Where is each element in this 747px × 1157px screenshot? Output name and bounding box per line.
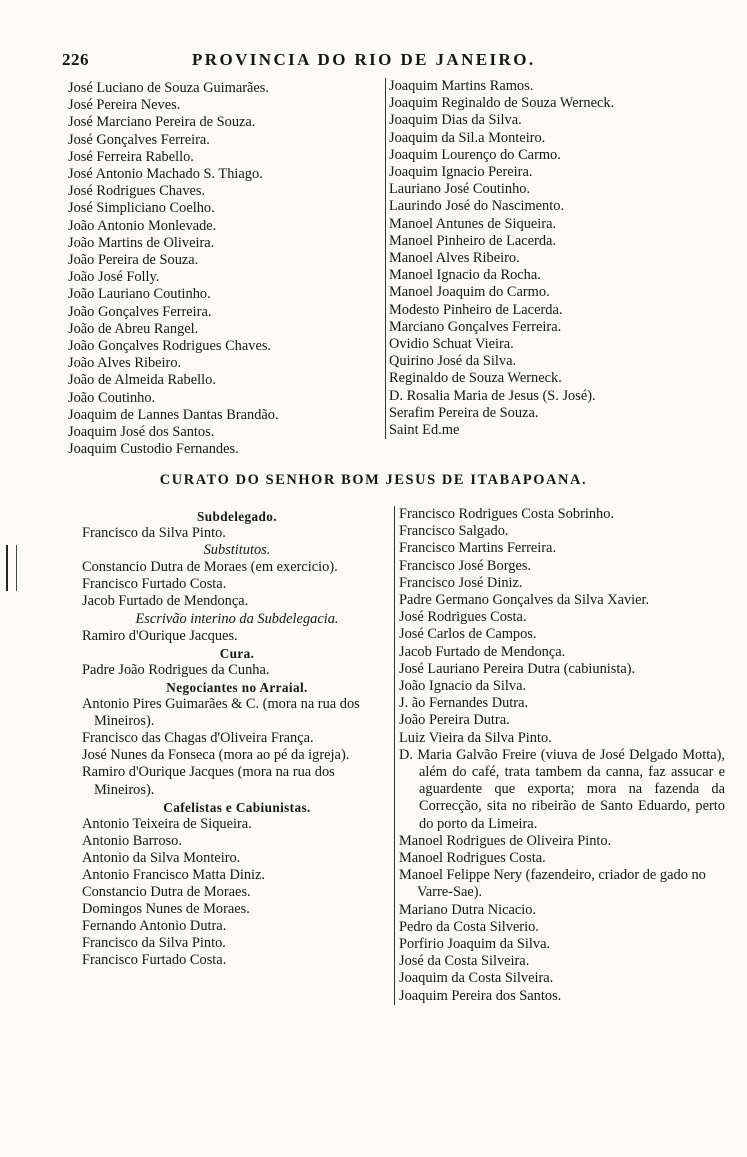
list-item: João Gonçalves Rodrigues Chaves. bbox=[68, 338, 272, 355]
section2-right-column bbox=[394, 506, 725, 1005]
list-item: Jacob Furtado de Mendonça. bbox=[82, 593, 249, 610]
list-item: Joaquim Lourenço do Carmo. bbox=[389, 146, 561, 163]
list-item: Francisco Furtado Costa. bbox=[82, 576, 227, 593]
list-item: João Coutinho. bbox=[68, 389, 156, 406]
list-item: Joaquim da Sil.a Monteiro. bbox=[389, 129, 546, 146]
list-item: Manoel Alves Ribeiro. bbox=[389, 250, 520, 267]
substitutos-heading: Substitutos. bbox=[203, 542, 271, 559]
list-item: Joaquim Reginaldo de Souza Werneck. bbox=[389, 95, 615, 112]
list-item: Porfirio Joaquim da Silva. bbox=[399, 936, 551, 953]
list-item: Manoel Antunes de Siqueira. bbox=[389, 215, 557, 232]
list-item: Francisco Furtado Costa. bbox=[82, 952, 227, 969]
list-item: Luiz Vieira da Silva Pinto. bbox=[399, 729, 552, 746]
list-item: Fernando Antonio Dutra. bbox=[82, 918, 227, 935]
subdelegado-heading: Subdelegado. bbox=[197, 509, 277, 524]
list-item: Mariano Dutra Nicacio. bbox=[399, 901, 537, 918]
list-item: Francisco Salgado. bbox=[399, 523, 509, 540]
list-item: Joaquim Custodio Fernandes. bbox=[68, 441, 239, 458]
list-item: Serafim Pereira de Souza. bbox=[389, 404, 539, 421]
list-item: Laurindo José do Nascimento. bbox=[389, 198, 565, 215]
list-item: João Antonio Monlevade. bbox=[68, 217, 217, 234]
list-item: Pedro da Costa Silverio. bbox=[399, 918, 539, 935]
list-item: Francisco José Borges. bbox=[399, 557, 532, 574]
list-item: Antonio Barroso. bbox=[82, 832, 182, 849]
list-item: João de Abreu Rangel. bbox=[68, 320, 199, 337]
list-item: José Rodrigues Chaves. bbox=[68, 183, 206, 200]
list-item: José Simpliciano Coelho. bbox=[68, 200, 215, 217]
page-number: 226 bbox=[62, 50, 89, 69]
list-item: Antonio Teixeira de Siqueira. bbox=[82, 815, 252, 832]
list-item: João José Folly. bbox=[68, 269, 160, 286]
list-item: João Martins de Oliveira. bbox=[68, 234, 215, 251]
list-item: Manoel Rodrigues de Oliveira Pinto. bbox=[399, 832, 612, 849]
list-item: José Antonio Machado S. Thiago. bbox=[68, 166, 263, 183]
list-item: Joaquim Dias da Silva. bbox=[389, 112, 522, 129]
list-item: Antonio Francisco Matta Diniz. bbox=[82, 866, 266, 883]
list-item: José Nunes da Fonseca (mora ao pé da igreja). bbox=[82, 747, 350, 764]
list-item: D. Maria Galvão Freire (viuva de José Delgado Motta), além do café, trata tambem da canna, faz assucar e aguardente que exporta; mora na fazenda da Correcção, sita no ribeirão de Santo Eduardo, perto do porto da Limeira. bbox=[399, 746, 725, 832]
list-item: Joaquim Martins Ramos. bbox=[389, 78, 534, 94]
list-item: Francisco Martins Ferreira. bbox=[399, 540, 557, 557]
list-item: Jacob Furtado de Mendonça. bbox=[399, 643, 566, 660]
section-title: CURATO DO SENHOR BOM JESUS DE ITABAPOANA. bbox=[159, 472, 588, 488]
list-item: João Alves Ribeiro. bbox=[68, 355, 182, 372]
list-item: Marciano Gonçalves Ferreira. bbox=[389, 318, 562, 335]
list-item: Antonio Pires Guimarães & C. (mora na rua dos Mineiros). bbox=[82, 696, 360, 730]
list-item: José Carlos de Campos. bbox=[399, 626, 537, 643]
negociantes-heading: Negociantes no Arraial. bbox=[166, 679, 308, 695]
page-header bbox=[62, 50, 727, 76]
section2-left-column bbox=[82, 508, 392, 970]
list-item: João Lauriano Coutinho. bbox=[68, 286, 211, 303]
list-item: Manoel Pinheiro de Lacerda. bbox=[389, 232, 557, 249]
list-item: Padre Germano Gonçalves da Silva Xavier. bbox=[399, 592, 650, 609]
list-item: Padre João Rodrigues da Cunha. bbox=[82, 661, 270, 678]
section1-left-column bbox=[68, 80, 388, 458]
list-item: Domingos Nunes de Moraes. bbox=[82, 901, 250, 918]
list-item: José Gonçalves Ferreira. bbox=[68, 131, 210, 148]
list-item: Lauriano José Coutinho. bbox=[389, 181, 531, 198]
list-item: Manoel Felippe Nery (fazendeiro, criador de gado no Varre-Sae). bbox=[399, 867, 706, 901]
margin-binding-mark bbox=[6, 545, 17, 591]
cafelistas-heading: Cafelistas e Cabiunistas. bbox=[163, 799, 311, 815]
list-item: Modesto Pinheiro de Lacerda. bbox=[389, 301, 563, 318]
list-item: D. Rosalia Maria de Jesus (S. José). bbox=[389, 387, 596, 404]
list-item: Francisco das Chagas d'Oliveira França. bbox=[82, 730, 314, 747]
list-item: Manoel Rodrigues Costa. bbox=[399, 850, 546, 867]
running-title: PROVINCIA DO RIO DE JANEIRO. bbox=[192, 50, 536, 69]
list-item: Francisco José Diniz. bbox=[399, 574, 523, 591]
list-item: Francisco da Silva Pinto. bbox=[82, 935, 226, 952]
list-item: José Pereira Neves. bbox=[68, 97, 181, 114]
list-item: J. ão Fernandes Dutra. bbox=[399, 695, 529, 712]
list-item: João Pereira Dutra. bbox=[399, 712, 510, 729]
list-item: João Ignacio da Silva. bbox=[399, 678, 527, 695]
list-item: Constancio Dutra de Moraes (em exercicio). bbox=[82, 559, 338, 576]
list-item: José Rodrigues Costa. bbox=[399, 609, 527, 626]
list-item: Ramiro d'Ourique Jacques. bbox=[82, 627, 238, 644]
list-item: Joaquim de Lannes Dantas Brandão. bbox=[68, 406, 279, 423]
list-item: Reginaldo de Souza Werneck. bbox=[389, 370, 562, 387]
list-item: Ovidio Schuat Vieira. bbox=[389, 336, 514, 353]
list-item: Francisco da Silva Pinto. bbox=[82, 525, 226, 542]
section1-right-column bbox=[385, 78, 719, 439]
list-item: Joaquim da Costa Silveira. bbox=[399, 970, 554, 987]
list-item: José da Costa Silveira. bbox=[399, 953, 530, 970]
list-item: José Ferreira Rabello. bbox=[68, 148, 194, 165]
list-item: Joaquim Ignacio Pereira. bbox=[389, 164, 533, 181]
list-item: Manoel Ignacio da Rocha. bbox=[389, 267, 541, 284]
list-item: José Marciano Pereira de Souza. bbox=[68, 114, 256, 131]
list-item: Joaquim Pereira dos Santos. bbox=[399, 987, 562, 1004]
list-item: Joaquim José dos Santos. bbox=[68, 424, 215, 441]
escrivao-heading: Escrivão interino da Subdelegacia. bbox=[135, 610, 339, 627]
list-item: José Lauriano Pereira Dutra (cabiunista). bbox=[399, 660, 636, 677]
list-item: Ramiro d'Ourique Jacques (mora na rua dos Mineiros). bbox=[82, 764, 335, 798]
list-item: João de Almeida Rabello. bbox=[68, 372, 216, 389]
list-item: Antonio da Silva Monteiro. bbox=[82, 849, 241, 866]
list-item: José Luciano de Souza Guimarães. bbox=[68, 80, 270, 96]
list-item: Saint Ed.me bbox=[389, 422, 460, 439]
list-item: Quirino José da Silva. bbox=[389, 353, 517, 370]
list-item: Francisco Rodrigues Costa Sobrinho. bbox=[399, 506, 615, 522]
list-item: Manoel Joaquim do Carmo. bbox=[389, 284, 550, 301]
list-item: João Gonçalves Ferreira. bbox=[68, 303, 212, 320]
cura-heading: Cura. bbox=[219, 645, 255, 661]
list-item: Constancio Dutra de Moraes. bbox=[82, 884, 251, 901]
list-item: João Pereira de Souza. bbox=[68, 252, 199, 269]
